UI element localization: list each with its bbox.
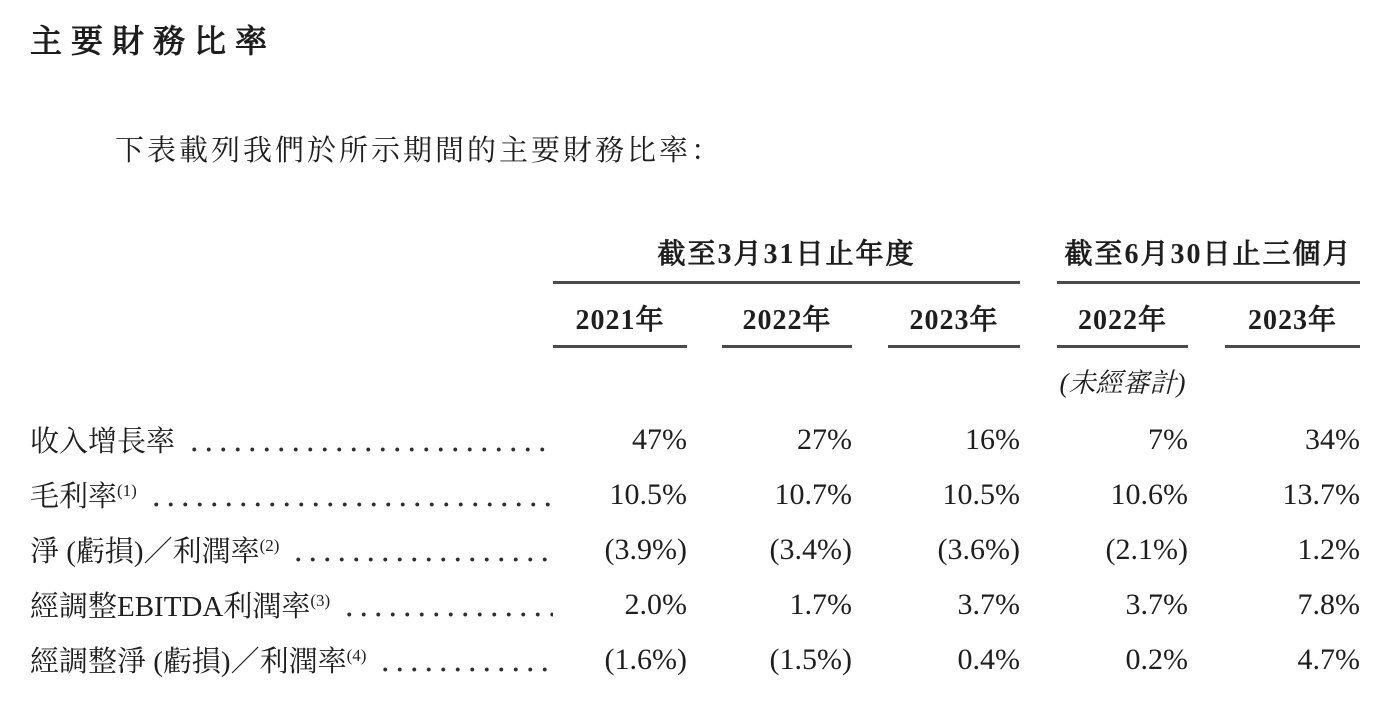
footnote-superscript: (2) (259, 536, 280, 555)
table-row-label (30, 577, 553, 632)
col-header-2021: 2021年 (553, 284, 687, 348)
key-financial-ratios-table (30, 232, 1360, 687)
cell-value: 10.5% (942, 477, 1020, 511)
cell-value: 3.7% (957, 587, 1020, 621)
footnote-superscript: (3) (310, 591, 331, 610)
row-label-net-margin: 淨 (虧損)／利潤率$^{(2)}$ (30, 536, 280, 568)
cell-value: (2.1%) (1105, 532, 1188, 566)
cell-value: 7% (1148, 422, 1188, 456)
page-title: 主要財務比率 (30, 23, 277, 59)
row-label-gross-margin: 毛利率$^{(1)}$ (30, 481, 137, 513)
row-label-revenue-growth: 收入增長率 (30, 426, 176, 458)
col-header-2022-q1: 2022年 (1057, 284, 1188, 348)
cell-value: 16% (965, 422, 1020, 456)
footnote-superscript: (1) (117, 481, 137, 500)
unaudited-note: (未經審計) (1059, 367, 1186, 398)
cell-value: 2.0% (624, 587, 687, 621)
cell-value: 10.6% (1110, 477, 1188, 511)
col-header-2022: 2022年 (722, 284, 852, 348)
cell-value: 10.7% (774, 477, 852, 511)
table-row-label (30, 522, 553, 577)
dot-leader (145, 467, 553, 522)
col-group-3m-ended-jun30: 截至6月30日止三個月 (1057, 232, 1360, 284)
cell-value: (1.6%) (604, 642, 687, 676)
row-label-adjusted-net-margin: 經調整淨 (虧損)／利潤率$^{(4)}$ (30, 646, 367, 678)
cell-value: 3.7% (1125, 587, 1188, 621)
col-header-2023-q1: 2023年 (1225, 284, 1360, 348)
table-row-label (30, 467, 553, 522)
cell-value: 4.7% (1297, 642, 1360, 676)
cell-value: 13.7% (1282, 477, 1360, 511)
cell-value: 1.7% (789, 587, 852, 621)
cell-value: 10.5% (609, 477, 687, 511)
cell-value: (3.6%) (937, 532, 1020, 566)
table-row-label (30, 412, 553, 467)
row-label-adjusted-ebitda-margin: 經調整EBITDA利潤率$^{(3)}$ (30, 591, 331, 623)
intro-text: 下表載列我們於所示期間的主要財務比率： (115, 135, 724, 167)
dot-leader (287, 522, 553, 577)
cell-value: 0.2% (1125, 642, 1188, 676)
col-header-2023: 2023年 (888, 284, 1020, 348)
dot-leader (183, 412, 553, 467)
cell-value: (3.4%) (769, 532, 852, 566)
cell-value: 1.2% (1297, 532, 1360, 566)
cell-value: (1.5%) (769, 642, 852, 676)
footnote-superscript: (4) (346, 646, 367, 665)
table-row-label (30, 632, 553, 687)
dot-leader (374, 632, 553, 687)
cell-value: 27% (797, 422, 852, 456)
cell-value: 47% (632, 422, 687, 456)
cell-value: 7.8% (1297, 587, 1360, 621)
dot-leader (338, 577, 553, 632)
cell-value: (3.9%) (604, 532, 687, 566)
cell-value: 34% (1305, 422, 1360, 456)
cell-value: 0.4% (957, 642, 1020, 676)
col-group-year-ended-mar31: 截至3月31日止年度 (553, 232, 1020, 284)
